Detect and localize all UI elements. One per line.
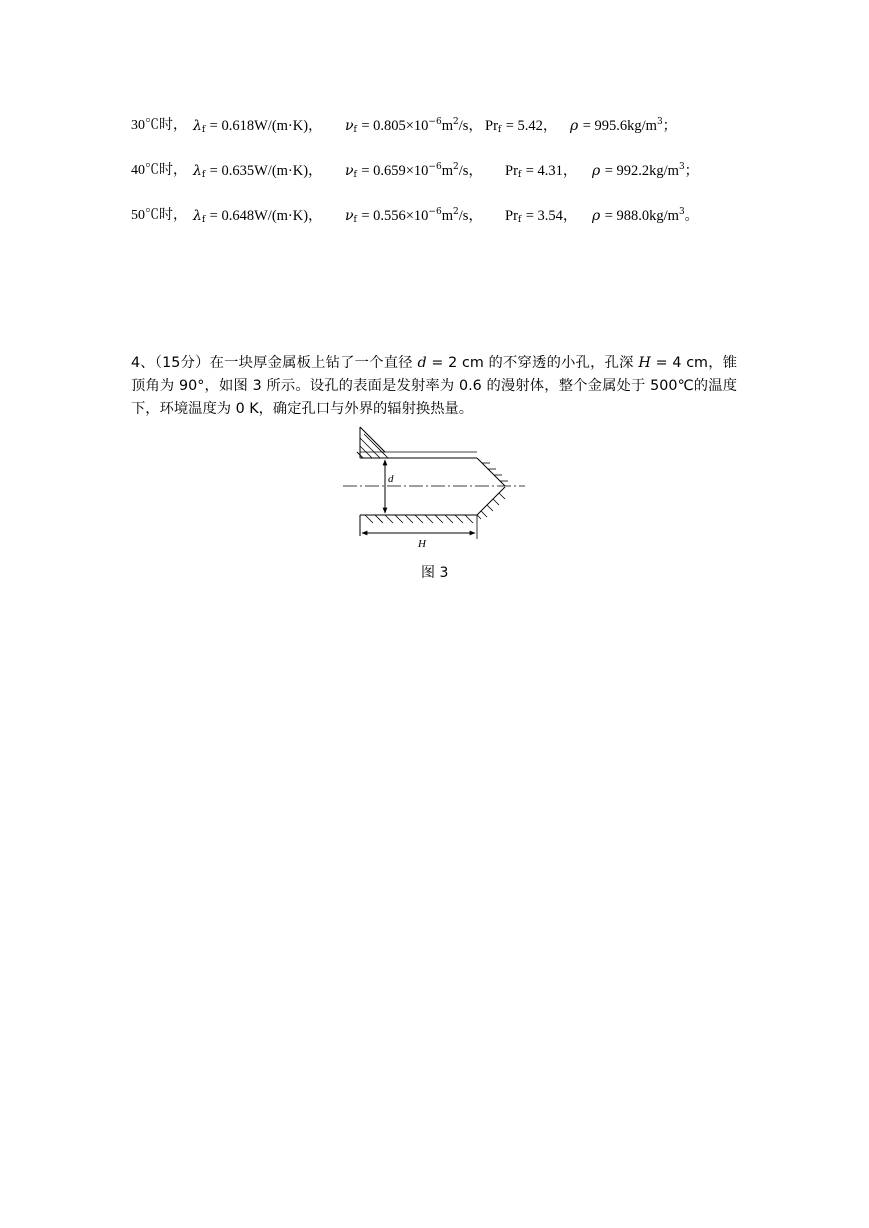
property-line-30: [131, 114, 751, 138]
rho-expression: $\rho = 992.2kg/m^3$；: [592, 162, 699, 179]
diameter-label: d: [388, 473, 394, 485]
property-line-50: [131, 204, 751, 228]
lambda-expression: $\lambda_f = 0.618W/(m\cdot K)$，: [193, 118, 323, 135]
top-wall: [357, 427, 505, 486]
bottom-wall: [360, 487, 505, 536]
lambda-expression: $\lambda_f = 0.648W/(m\cdot K)$，: [193, 208, 323, 225]
temperature-label: 30℃时，: [131, 118, 187, 133]
property-line-40: [131, 159, 751, 183]
rho-expression: $\rho = 988.0kg/m^3$。: [592, 207, 699, 224]
bottom-hatch: [365, 463, 508, 523]
temperature-label: 40℃时，: [131, 163, 187, 178]
temperature-label: 50℃时，: [131, 208, 187, 223]
top-hatch: [360, 434, 388, 458]
problem-statement: 4、（15分）在一块厚金属板上钻了一个直径 d = 2 cm 的不穿透的小孔，孔深 H = 4 cm，锥顶角为 90°，如图 3 所示。设孔的表面是发射率为 0.6 的漫射体，整个金属处于 500℃的温度下，环境温度为 0 K，确定孔口与外界的辐射换热量。: [131, 355, 737, 417]
prandtl-expression: $Pr_f = 4.31$，: [505, 163, 578, 180]
lambda-expression: $\lambda_f = 0.635W/(m\cdot K)$，: [193, 163, 323, 180]
prandtl-expression: $Pr_f = 5.42$，: [485, 118, 558, 135]
hole-diagram: [335, 423, 535, 548]
prandtl-expression: $Pr_f = 3.54$，: [505, 208, 578, 225]
rho-expression: $\rho = 995.6kg/m^3$；: [570, 117, 677, 134]
depth-label: H: [418, 538, 426, 548]
figure-caption: 图 3: [421, 565, 449, 581]
nu-expression: $\nu_f = 0.659\times 10^{-6}m^2/s$，: [345, 162, 483, 180]
nu-expression: $\nu_f = 0.805\times 10^{-6}m^2/s$，: [345, 117, 483, 135]
nu-expression: $\nu_f = 0.556\times 10^{-6}m^2/s$，: [345, 207, 483, 225]
